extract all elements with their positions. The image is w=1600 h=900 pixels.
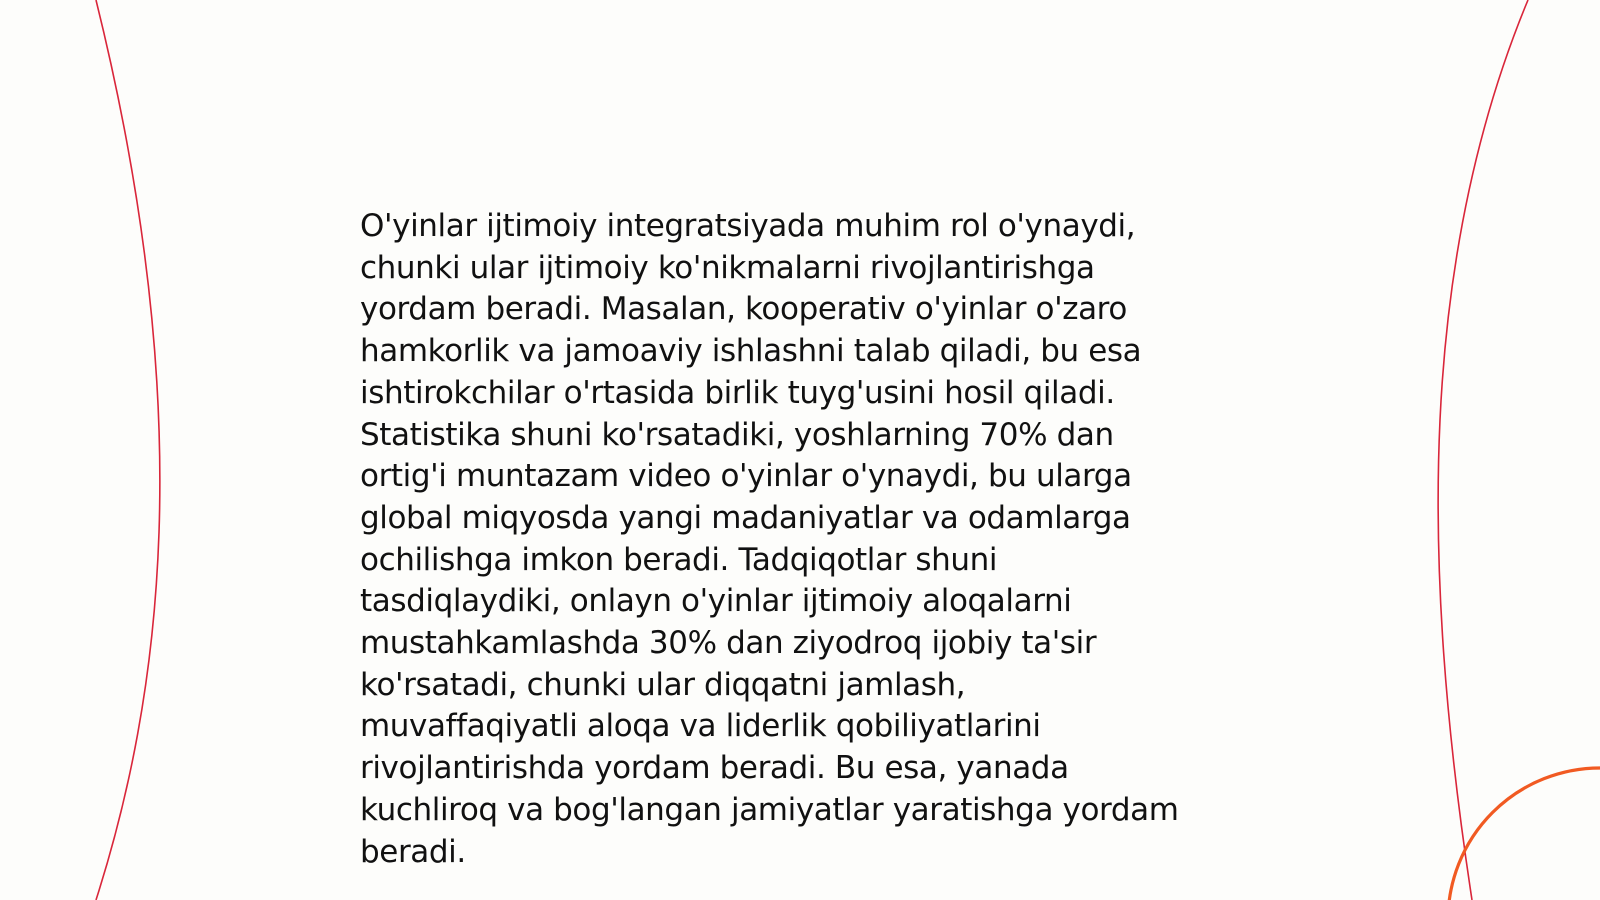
paragraph-line: chunki ular ijtimoiy ko'nikmalarni rivojlantirishga [360,249,1095,286]
paragraph-line: ko'rsatadi, chunki ular diqqatni jamlash, [360,666,966,703]
left-arc-decoration [96,0,160,900]
paragraph-line: kuchliroq va bog'langan jamiyatlar yaratishga yordam [360,791,1179,828]
paragraph-line: O'yinlar ijtimoiy integratsiyada muhim rol o'ynaydi, [360,208,1136,244]
paragraph-line: global miqyosda yangi madaniyatlar va odamlarga [360,499,1131,536]
right-arc-decoration [1438,0,1528,900]
paragraph-line: beradi. [360,833,466,870]
paragraph-line: hamkorlik va jamoaviy ishlashni talab qiladi, bu esa [360,333,1142,370]
body-paragraph [360,206,1260,873]
paragraph-line: rivojlantirishda yordam beradi. Bu esa, yanada [360,750,1069,787]
paragraph-line: yordam beradi. Masalan, kooperativ o'yinlar o'zaro [360,291,1127,328]
paragraph-line: ochilishga imkon beradi. Tadqiqotlar shuni [360,541,998,578]
paragraph-line: mustahkamlashda 30% dan ziyodroq ijobiy ta'sir [360,625,1097,662]
paragraph-line: ishtirokchilar o'rtasida birlik tuyg'usini hosil qiladi. [360,374,1115,411]
corner-circle-decoration [1448,768,1600,900]
paragraph-line: muvaffaqiyatli aloqa va liderlik qobiliyatlarini [360,708,1041,745]
paragraph-line: Statistika shuni ko'rsatadiki, yoshlarning 70% dan [360,416,1114,453]
paragraph-line: ortig'i muntazam video o'yinlar o'ynaydi, bu ularga [360,458,1132,495]
paragraph-line: tasdiqlaydiki, onlayn o'yinlar ijtimoiy aloqalarni [360,583,1072,620]
